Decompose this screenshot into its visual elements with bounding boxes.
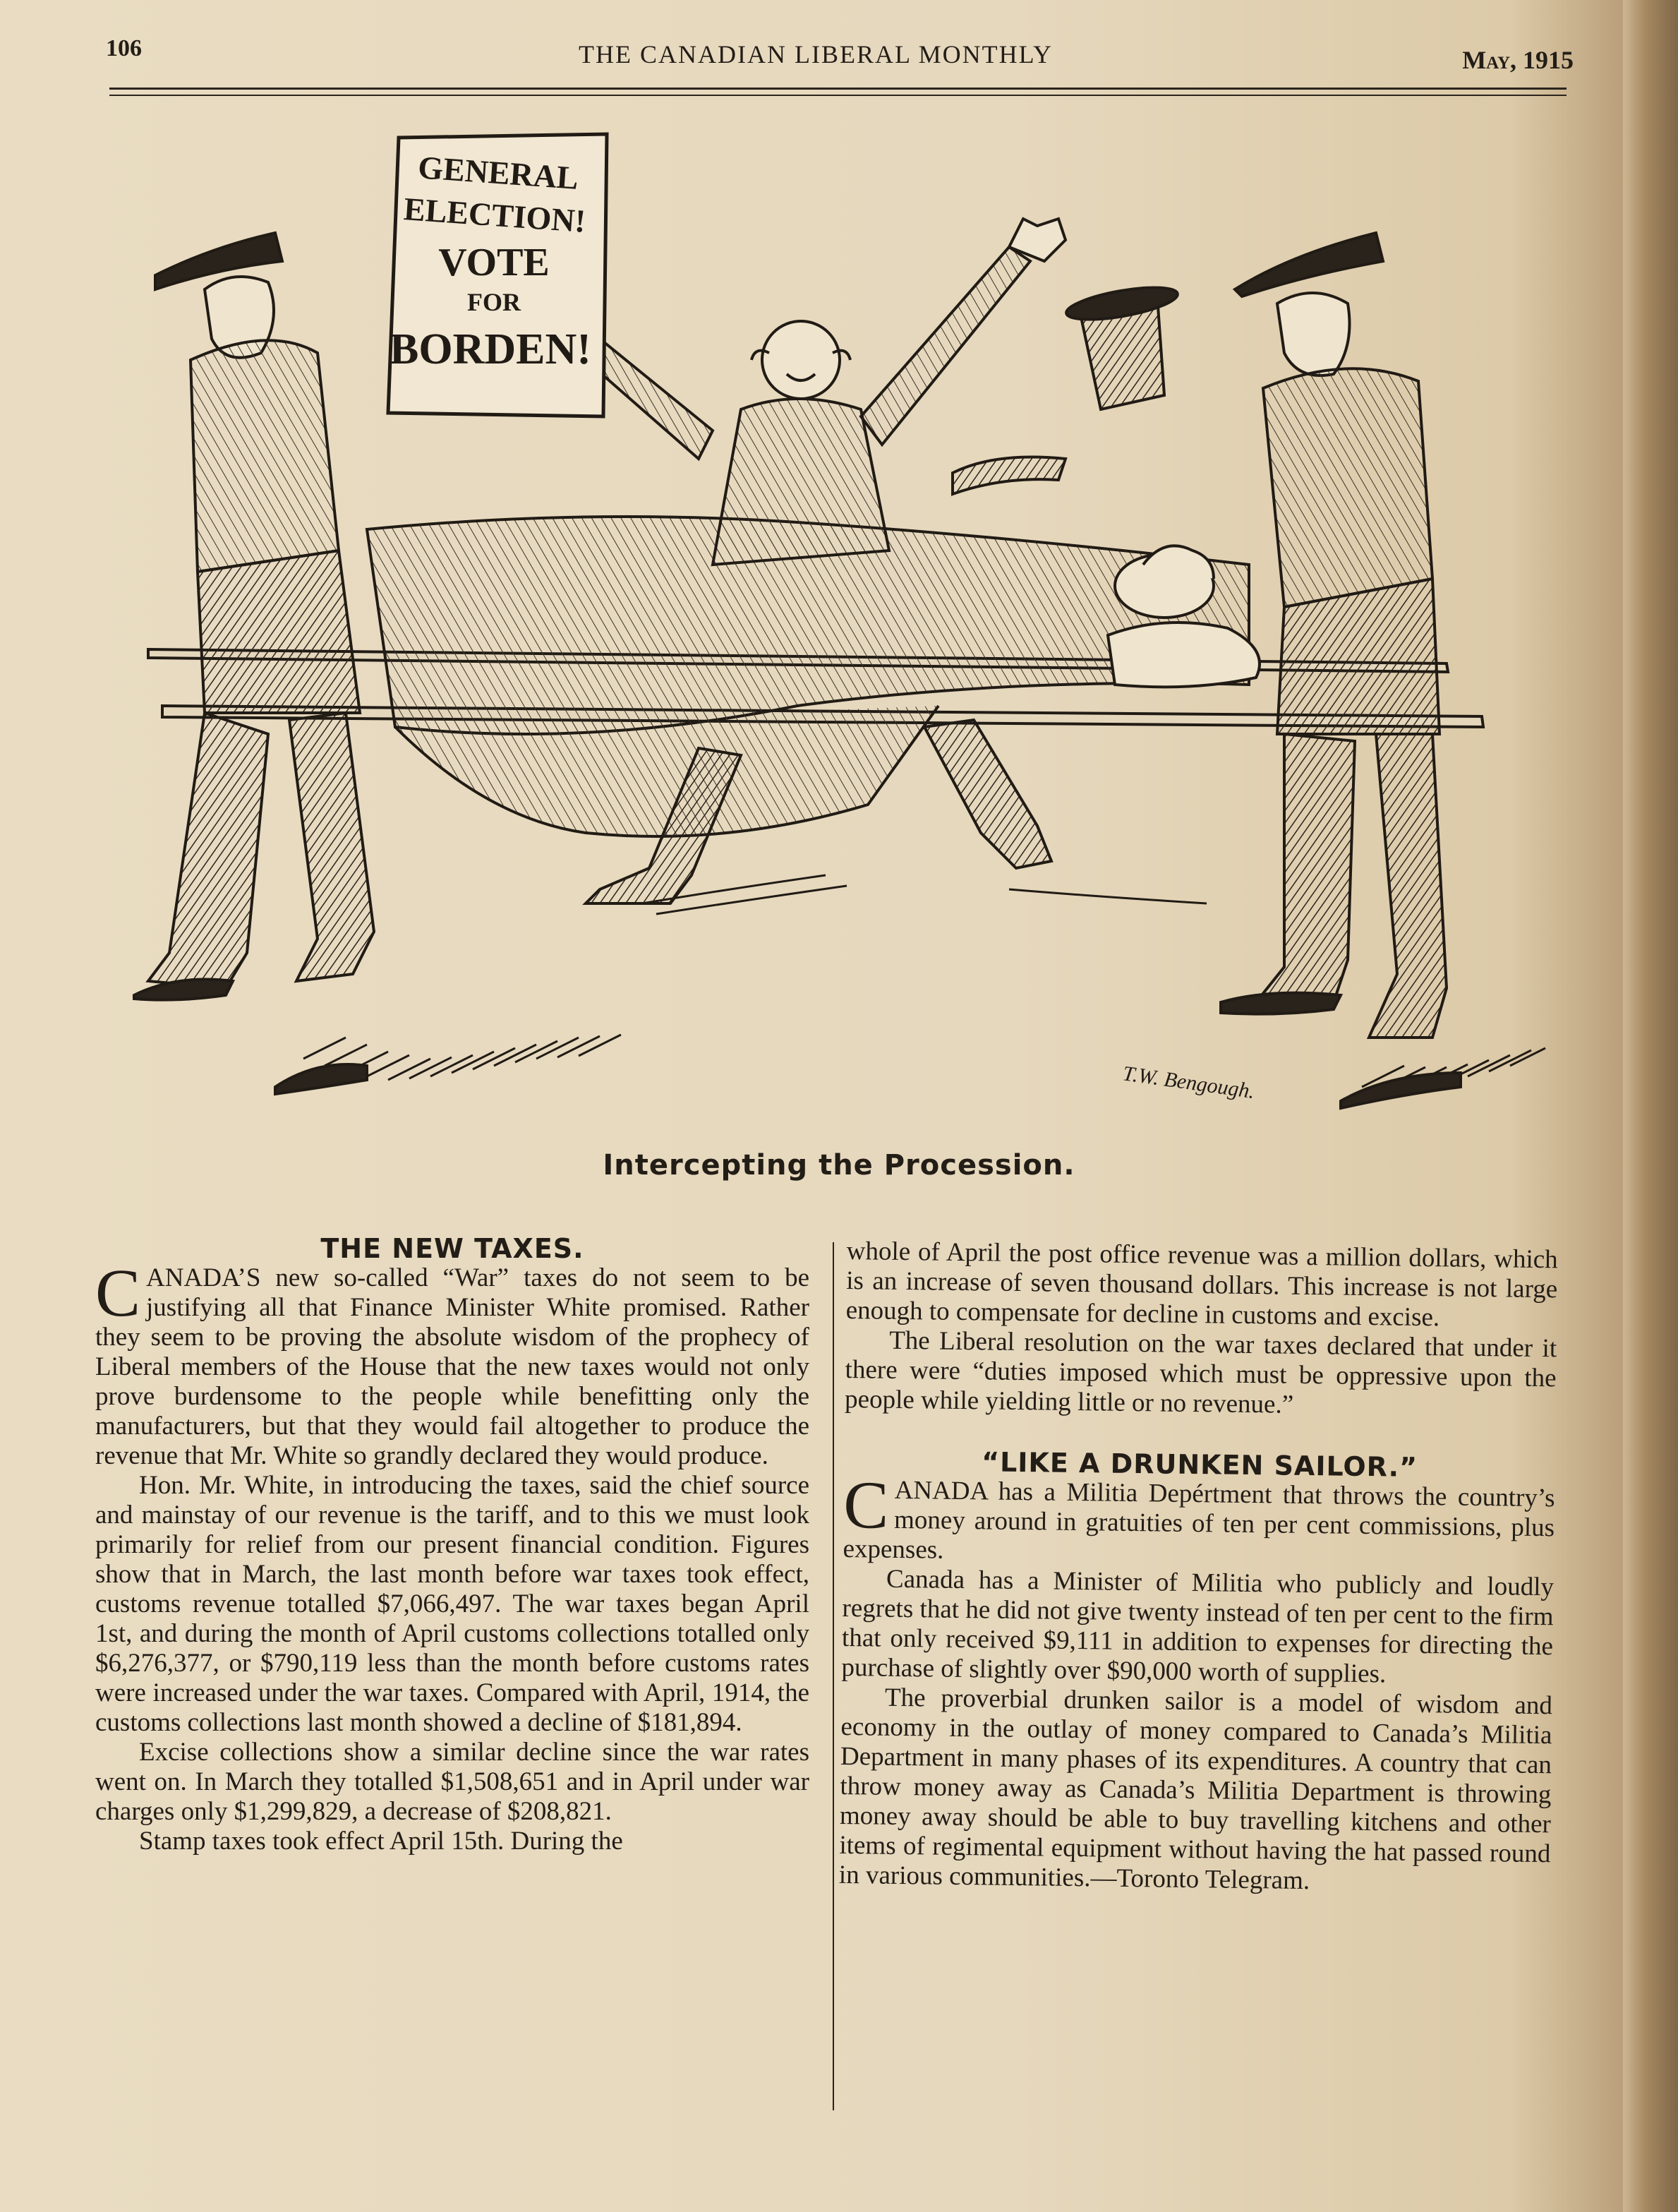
sign-line-1: GENERAL [416, 149, 580, 196]
paragraph: Stamp taxes took effect April 15th. During the [139, 1827, 623, 1856]
paragraph [95, 1255, 809, 1471]
article-heading-drunken-sailor: “LIKE A DRUNKEN SAILOR.” [981, 1446, 1418, 1483]
header-rule-thin [109, 95, 1567, 96]
magazine-title: THE CANADIAN LIBERAL MONTHLY [579, 40, 1053, 68]
article-heading-new-taxes: THE NEW TAXES. [320, 1233, 584, 1264]
ground-shadow-center [642, 875, 1207, 914]
paragraph-text: ANADA’S new so-called “War” taxes do not seem to be justifying all that Finance Minister White promised. Rather they seem to be proving the absolute wisdom of the prophecy of Liberal members of the House that the new taxes would not only prove burdensome to the people while benefitting only the manufacturers, but that they would fail altogether to produce the revenue that Mr. White so grandly declared they would produce. [95, 1263, 809, 1470]
page-number: 106 [106, 35, 142, 61]
sign-line-5: BORDEN! [390, 325, 591, 373]
paragraph: Canada has a Minister of Militia who publicly and loudly regrets that he did not give twenty instead of ten per cent to the firm that only received $9,111 in addition to expenses for directing the purchase of slightly over $90,000 worth of supplies. [841, 1564, 1555, 1689]
paragraph: whole of April the post office revenue was a million dollars, which is an increase of seven thousand dollars. This increase is not large enough to compensate for decline in customs and excise. [845, 1237, 1558, 1333]
right-column [839, 1237, 1558, 1899]
editorial-cartoon [92, 127, 1559, 1143]
sign-line-4: FOR [467, 288, 521, 316]
drop-cap: C [95, 1255, 141, 1330]
column-separator [833, 1242, 834, 2110]
page-gutter-shadow [1623, 0, 1678, 2212]
left-column [95, 1234, 809, 1856]
header-rule [109, 88, 1567, 90]
sign-line-3: VOTE [438, 241, 550, 284]
cartoon-caption: Intercepting the Procession. [603, 1149, 1075, 1182]
artist-signature: T.W. Bengough. [1121, 1062, 1257, 1104]
paragraph: Excise collections show a similar decline since the war rates went on. In March they totalled $1,508,651 and in April under war charges only $1,299,829, a decrease of $208,821. [95, 1738, 809, 1826]
paragraph: The Liberal resolution on the war taxes declared that under it there were “duties imposed which must be oppressive upon the people while yielding little or no revenue.” [844, 1326, 1557, 1419]
paragraph: Hon. Mr. White, in introducing the taxes, said the chief source and mainstay of our revenue is the tariff, and to this we must look primarily for relief from our present financial condition. Figures show that in March, the last month before war taxes took effect, customs revenue totalled $7,066,497. The war taxes began April 1st, and during the month of April customs collections totalled only $6,276,377, or $790,119 less than the month before customs rates were increased under the war taxes. Compared with April, 1914, the customs collections last month showed a decline of $181,894. [95, 1471, 809, 1737]
sign-line-2: ELECTION! [402, 191, 587, 239]
paragraph: The proverbial drunken sailor is a model of wisdom and economy in the outlay of money compared to Canada’s Militia Department in many phases of its expenditures. A country that can throw money away as Canada’s Militia Department is throwing money away should be able to buy travelling kitchens and other items of regimental equipment without having the hat passed round in various communities.—Toronto Telegram. [838, 1683, 1553, 1896]
election-sign [388, 134, 607, 416]
drop-cap: C [843, 1466, 890, 1543]
left-soldier [134, 233, 374, 1094]
paragraph [843, 1466, 1555, 1573]
top-hat-flying [1064, 281, 1180, 409]
running-header [106, 35, 1574, 78]
issue-date: May, 1915 [1462, 46, 1574, 74]
paragraph-text: ANADA has a Militia Depértment that throws the country’s money around in gratuities of ten per cent commissions, plus expenses. [843, 1475, 1555, 1565]
